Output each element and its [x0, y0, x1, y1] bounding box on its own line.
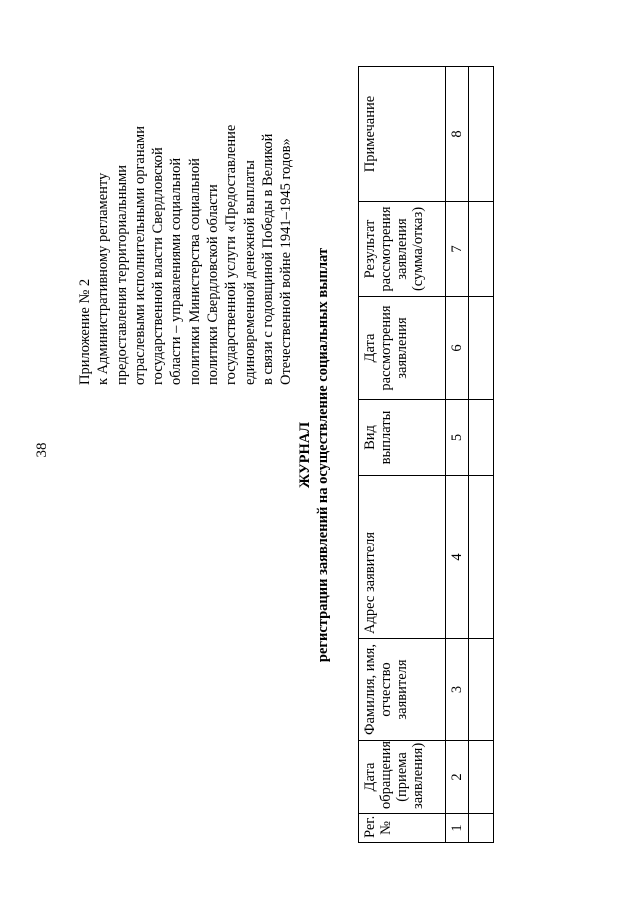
table-cell [469, 67, 494, 202]
table-cell [469, 741, 494, 814]
column-number: 3 [446, 639, 469, 741]
journal-title: ЖУРНАЛ [297, 421, 313, 489]
appendix-line: Приложение № 2 [77, 278, 93, 385]
journal-table [358, 66, 494, 843]
appendix-line: политики Министерства социальной [186, 158, 203, 385]
table-cell [469, 814, 494, 843]
appendix-line: к Административному регламенту [95, 172, 112, 385]
appendix-line: государственной услуги «Предоставление [223, 124, 240, 385]
column-header: Примечание [359, 67, 446, 202]
column-number: 8 [446, 67, 469, 202]
appendix-line: в связи с годовщиной Победы в Великой [259, 133, 276, 385]
column-header: Вид выплаты [359, 400, 446, 476]
appendix-line: Отечественной войне 1941–1945 годов» [278, 138, 295, 385]
column-number: 1 [446, 814, 469, 843]
column-header: Рег. № [359, 814, 446, 843]
appendix-note [76, 75, 296, 385]
journal-subtitle: регистрации заявлений на осуществление социальных выплат [315, 247, 331, 663]
appendix-line: предоставления территориальными [113, 164, 130, 385]
table-header-row [359, 67, 446, 843]
table-cell [469, 400, 494, 476]
table-cell [469, 202, 494, 297]
column-number: 2 [446, 741, 469, 814]
column-header: Фамилия, имя, отчество заявителя [359, 639, 446, 741]
column-number: 6 [446, 297, 469, 400]
column-number: 4 [446, 476, 469, 639]
column-number: 7 [446, 202, 469, 297]
appendix-line: политики Свердловской области [205, 184, 222, 385]
appendix-line: области – управлениями социальной [168, 157, 185, 385]
appendix-line: государственной власти Свердловской [150, 147, 167, 385]
appendix-line: отраслевыми исполнительными органами [131, 126, 148, 385]
column-number-row [446, 67, 469, 843]
table-cell [469, 476, 494, 639]
appendix-line: единовременной денежной выплаты [241, 160, 258, 385]
column-header: Результат рассмотрения заявления (сумма/отказ) [359, 202, 446, 297]
column-header: Дата обращения (приема заявления) [359, 741, 446, 814]
table-row [469, 67, 494, 843]
table-cell [469, 297, 494, 400]
table-cell [469, 639, 494, 741]
column-header: Адрес заявителя [359, 476, 446, 639]
column-number: 5 [446, 400, 469, 476]
column-header: Дата рассмотрения заявления [359, 297, 446, 400]
page-number: 38 [34, 442, 50, 458]
